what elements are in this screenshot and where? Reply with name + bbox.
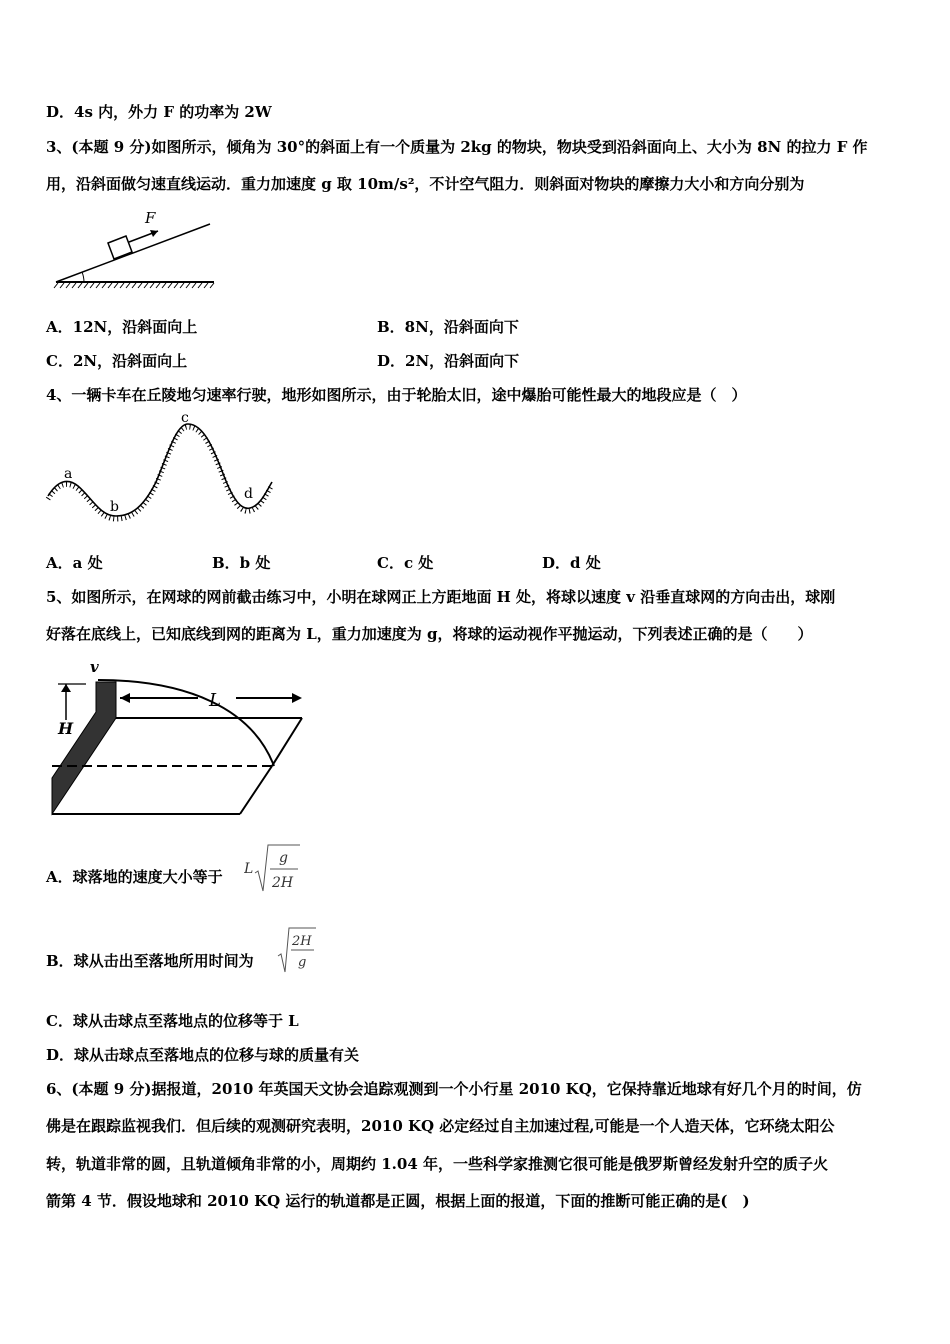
q6-stem-line2: 佛是在跟踪监视我们．但后续的观测研究表明，2010 KQ 必定经过自主加速过程,可能是一个人造天体，它环绕太阳公 — [46, 1117, 835, 1135]
q3-stem-line2: 用，沿斜面做匀速直线运动．重力加速度 g 取 10m/s²，不计空气阻力．则斜面对物块的摩擦力大小和方向分别为 — [46, 175, 805, 193]
point-d-label: d — [244, 486, 253, 502]
q5-option-d: D．球从击球点至落地点的位移与球的质量有关 — [46, 1046, 360, 1064]
q5-option-a: A．球落地的速度大小等于 — [46, 868, 223, 886]
q3-option-a: A．12N，沿斜面向上 — [46, 318, 198, 336]
q6-stem-line4: 箭第 4 节．假设地球和 2010 KQ 运行的轨道都是正圆，根据上面的报道，下面的推断可能正确的是( ) — [46, 1192, 750, 1210]
svg-text:2H: 2H — [292, 934, 312, 949]
q4-stem: 4、一辆卡车在丘陵地匀速率行驶，地形如图所示，由于轮胎太旧，途中爆胎可能性最大的地段应是（ ） — [46, 386, 747, 404]
point-c-label: c — [181, 410, 189, 426]
velocity-label: v — [90, 658, 99, 676]
svg-text:g: g — [298, 955, 307, 970]
q5-option-c: C．球从击球点至落地点的位移等于 L — [46, 1012, 299, 1030]
q3-option-b: B．8N，沿斜面向下 — [377, 318, 519, 336]
q6-stem-line1: 6、(本题 9 分)据报道，2010 年英国天文协会追踪观测到一个小行星 2010 KQ，它保持靠近地球有好几个月的时间，仿 — [46, 1080, 862, 1098]
point-a-label: a — [64, 466, 73, 482]
q5-stem-line2: 好落在底线上，已知底线到网的距离为 L，重力加速度为 g，将球的运动视作平抛运动，下列表述正确的是（ ） — [46, 625, 813, 643]
q4-option-d: D．d 处 — [542, 554, 601, 572]
svg-text:2H: 2H — [272, 875, 294, 891]
svg-text:g: g — [279, 850, 288, 866]
q5-option-b-formula — [276, 926, 320, 976]
q5-option-b: B．球从击出至落地所用时间为 — [46, 952, 254, 970]
q2-option-d: D．4s 内，外力 F 的功率为 2W — [46, 103, 272, 121]
incline-figure — [52, 208, 218, 290]
q3-stem-line1: 3、(本题 9 分)如图所示，倾角为 30°的斜面上有一个质量为 2kg 的物块，物块受到沿斜面向上、大小为 8N 的拉力 F 作 — [46, 138, 868, 156]
hill-terrain-figure — [44, 410, 276, 526]
q4-option-c: C．c 处 — [377, 554, 434, 572]
force-label: F — [145, 209, 156, 227]
point-b-label: b — [110, 499, 119, 515]
q6-stem-line3: 转，轨道非常的圆，且轨道倾角非常的小，周期约 1.04 年，一些科学家推测它很可能是俄罗斯曾经发射升空的质子火 — [46, 1155, 828, 1173]
q5-stem-line1: 5、如图所示，在网球的网前截击练习中，小明在球网正上方距地面 H 处，将球以速度 v 沿垂直球网的方向击出，球刚 — [46, 588, 836, 606]
q4-option-a: A．a 处 — [46, 554, 103, 572]
svg-text:L: L — [244, 861, 254, 877]
q4-option-b: B．b 处 — [212, 554, 271, 572]
q5-option-a-formula — [244, 843, 304, 895]
distance-label: L — [209, 690, 221, 711]
q3-option-c: C．2N，沿斜面向上 — [46, 352, 188, 370]
tennis-court-figure — [46, 658, 308, 818]
q3-option-d: D．2N，沿斜面向下 — [377, 352, 520, 370]
height-label: H — [58, 719, 74, 738]
